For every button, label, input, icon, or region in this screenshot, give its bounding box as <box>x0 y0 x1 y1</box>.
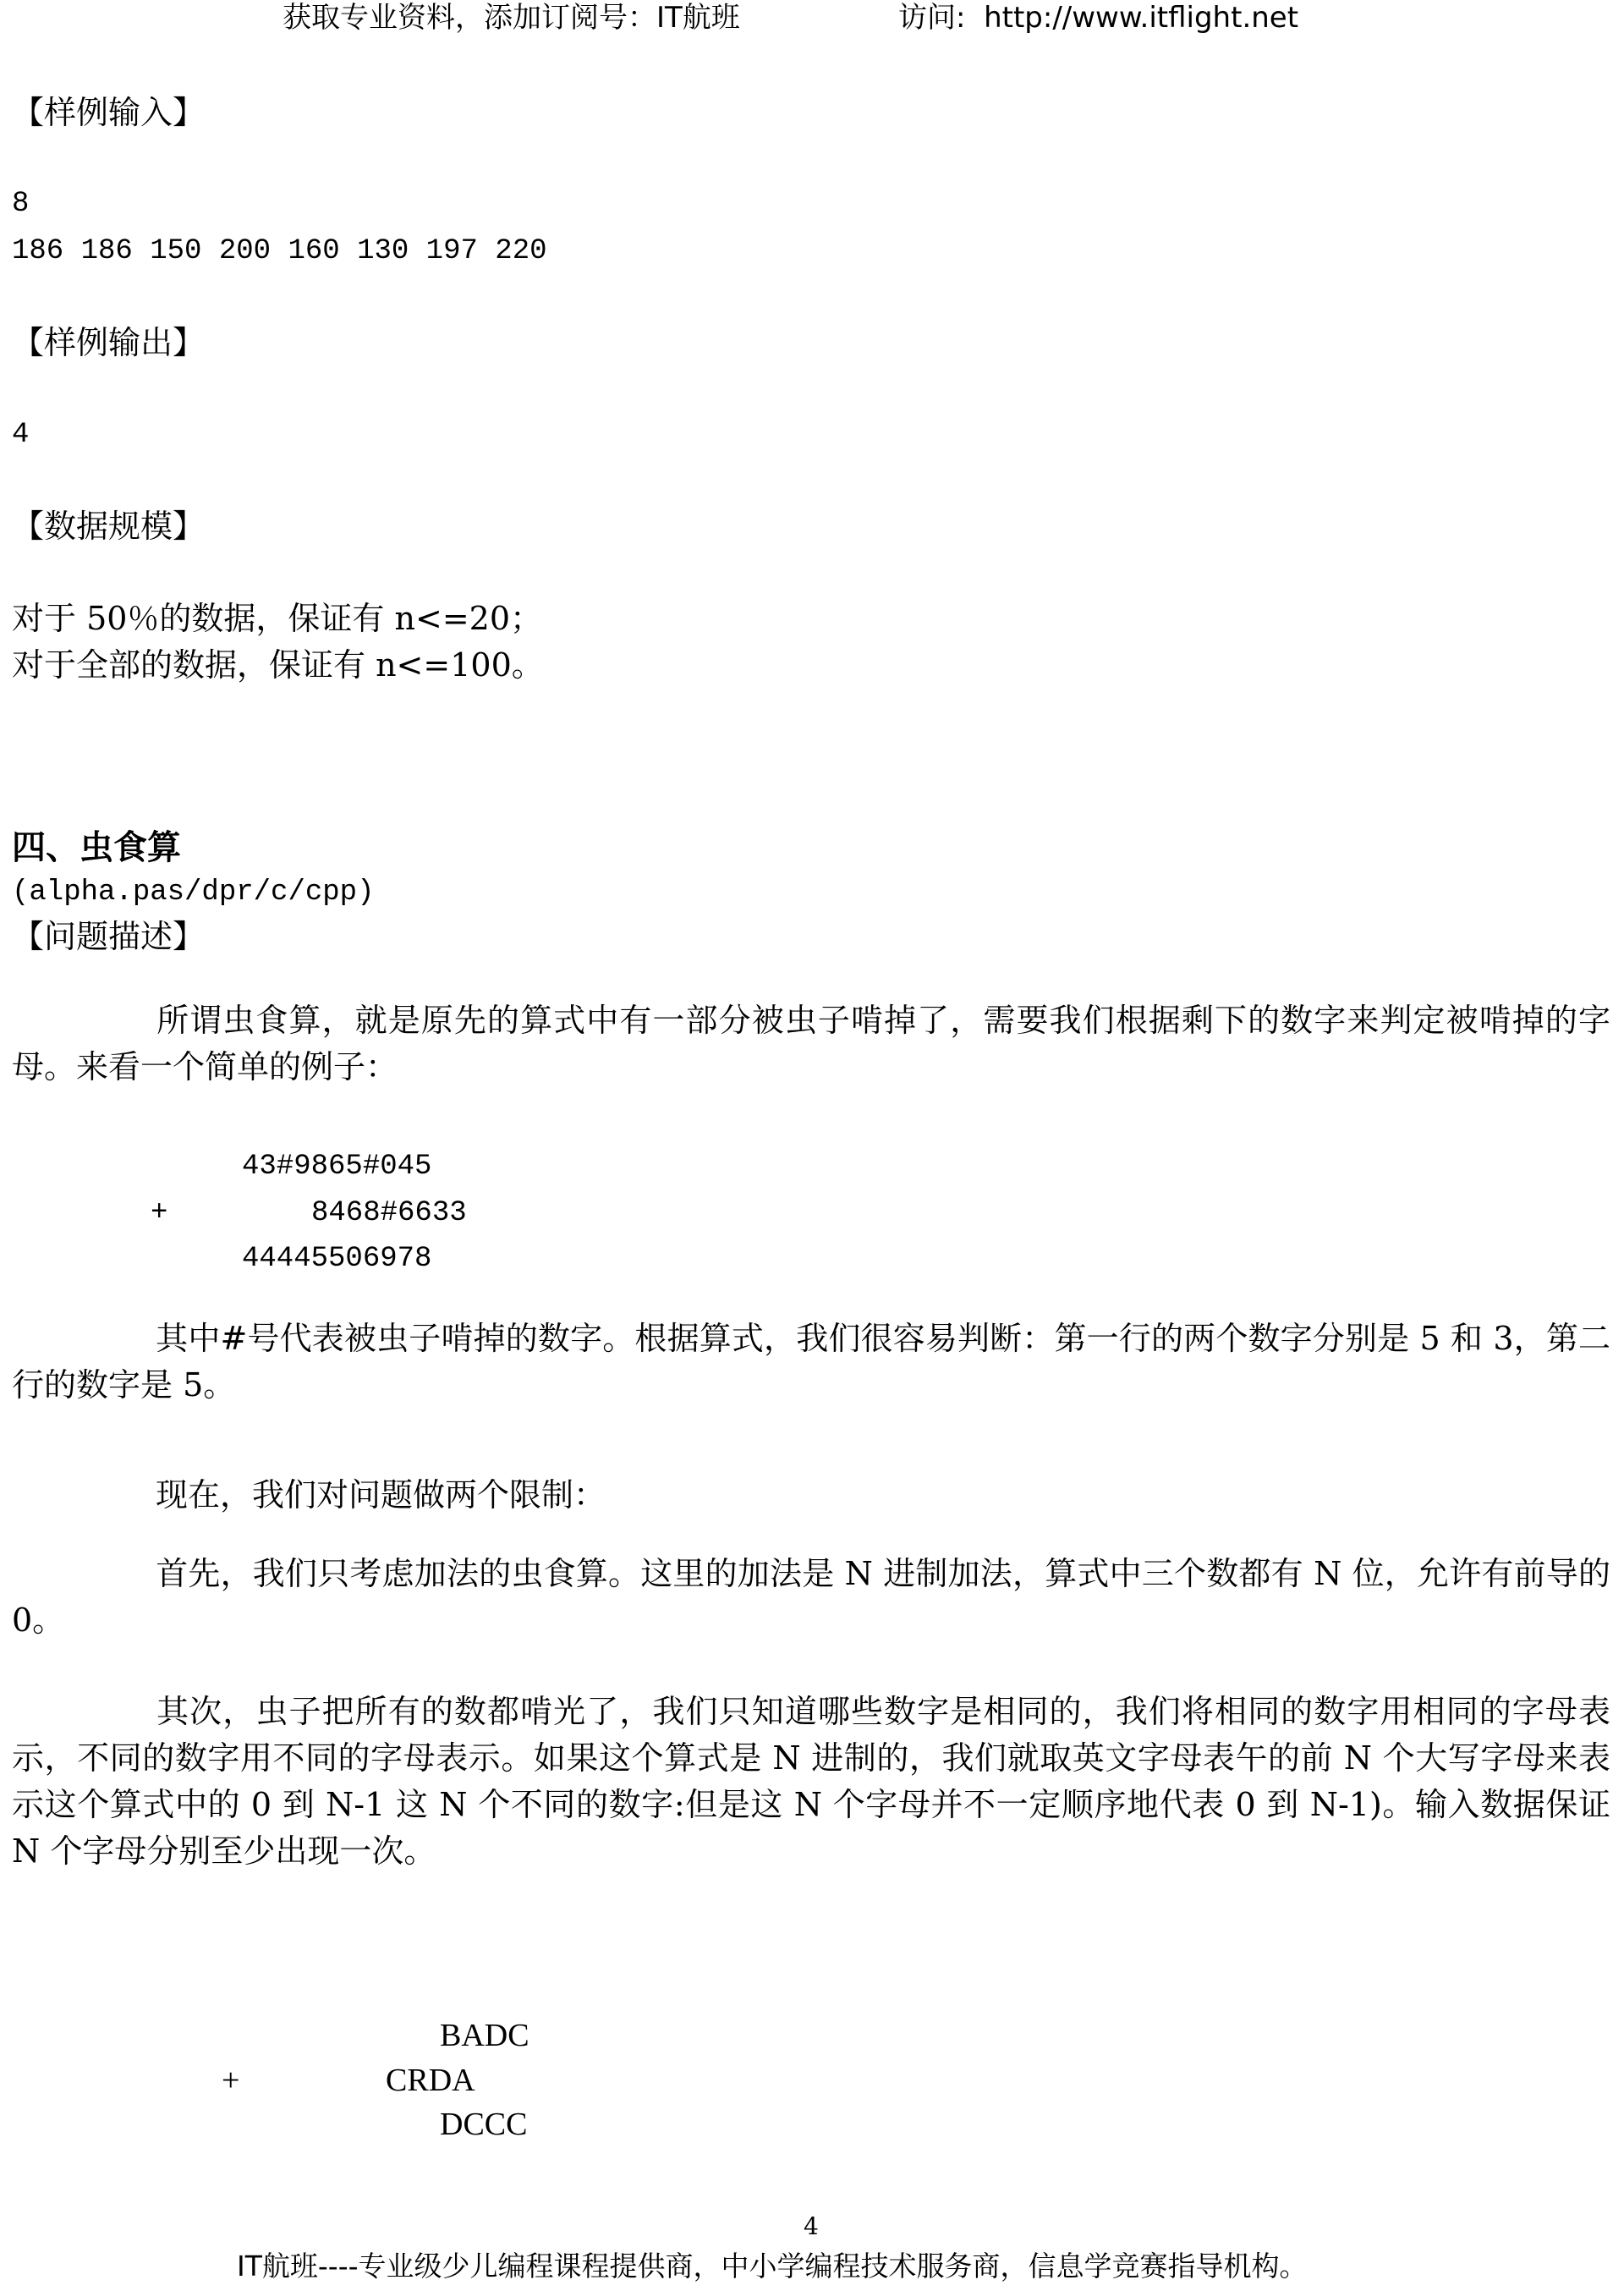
example-sum: DCCC <box>440 2107 528 2142</box>
header-website-link[interactable]: 访问: http://www.itflight.net <box>898 1 1299 35</box>
paragraph-text: 现在，我们对问题做两个限制： <box>156 1476 606 1514</box>
problem-paragraph <box>12 1316 1610 1409</box>
data-scale-line: 对于 50％的数据，保证有 n<=20； <box>12 600 543 637</box>
sample-input-heading: 【样例输入】 <box>12 94 206 131</box>
paragraph-text: 首先，我们只考虑加法的虫食算。这里的加法是 N 进制加法，算式中三个数都有 N 位，允许有前导的 0。 <box>12 1555 1610 1639</box>
sample-output-line: 4 <box>12 419 30 451</box>
page-number: 4 <box>804 2212 819 2240</box>
example-operand-1: 43#9865#045 <box>242 1151 432 1183</box>
example-sum: 44445506978 <box>242 1243 432 1275</box>
sample-output-heading: 【样例输出】 <box>12 324 206 361</box>
sample-input-line: 8 <box>12 188 30 220</box>
example-operand-2: CRDA <box>386 2063 475 2098</box>
header-subscription-text: 获取专业资料，添加订阅号：IT航班 <box>283 1 740 35</box>
paragraph-text: 所谓虫食算，就是原先的算式中有一部分被虫子啃掉了，需要我们根据剩下的数字来判定被啃掉的字母。来看一个简单的例子： <box>12 1002 1610 1085</box>
paragraph-text: 其中#号代表被虫子啃掉的数字。根据算式，我们很容易判断：第一行的两个数字分别是 5 和 3，第二行的数字是 5。 <box>12 1320 1610 1404</box>
problem-paragraph <box>12 1689 1610 1875</box>
example-operand-2: 8468#6633 <box>311 1197 467 1229</box>
problem-description-heading: 【问题描述】 <box>12 918 206 955</box>
data-scale-heading: 【数据规模】 <box>12 508 206 545</box>
problem-paragraph <box>12 997 1610 1091</box>
example-operand-1: BADC <box>440 2018 529 2053</box>
problem-paragraph <box>12 1551 1610 1644</box>
footer-text: IT航班----专业级少儿编程课程提供商，中小学编程技术服务商，信息学竞赛指导机构。 <box>237 2250 1308 2283</box>
example-plus-sign: + <box>222 2063 240 2098</box>
data-scale-line: 对于全部的数据，保证有 n<=100。 <box>12 646 544 684</box>
problem-title: 四、虫食算 <box>12 828 181 867</box>
problem-file-names: (alpha.pas/dpr/c/cpp) <box>12 876 375 909</box>
example-plus-sign: + <box>151 1197 168 1229</box>
sample-input-line: 186 186 150 200 160 130 197 220 <box>12 235 547 267</box>
paragraph-text: 其次，虫子把所有的数都啃光了，我们只知道哪些数字是相同的，我们将相同的数字用相同的字母表示，不同的数字用不同的字母表示。如果这个算式是 N 进制的，我们就取英文字母表午的前 N 个大写字母来表示这个算式中的 0 到 N-1 这 N 个不同的数字:但是这 N 个字母并不一定顺序地代表 0 到 N-1)。输入数据保证 N 个字母分别至少出现一次。 <box>12 1693 1610 1870</box>
problem-paragraph <box>12 1472 1610 1519</box>
